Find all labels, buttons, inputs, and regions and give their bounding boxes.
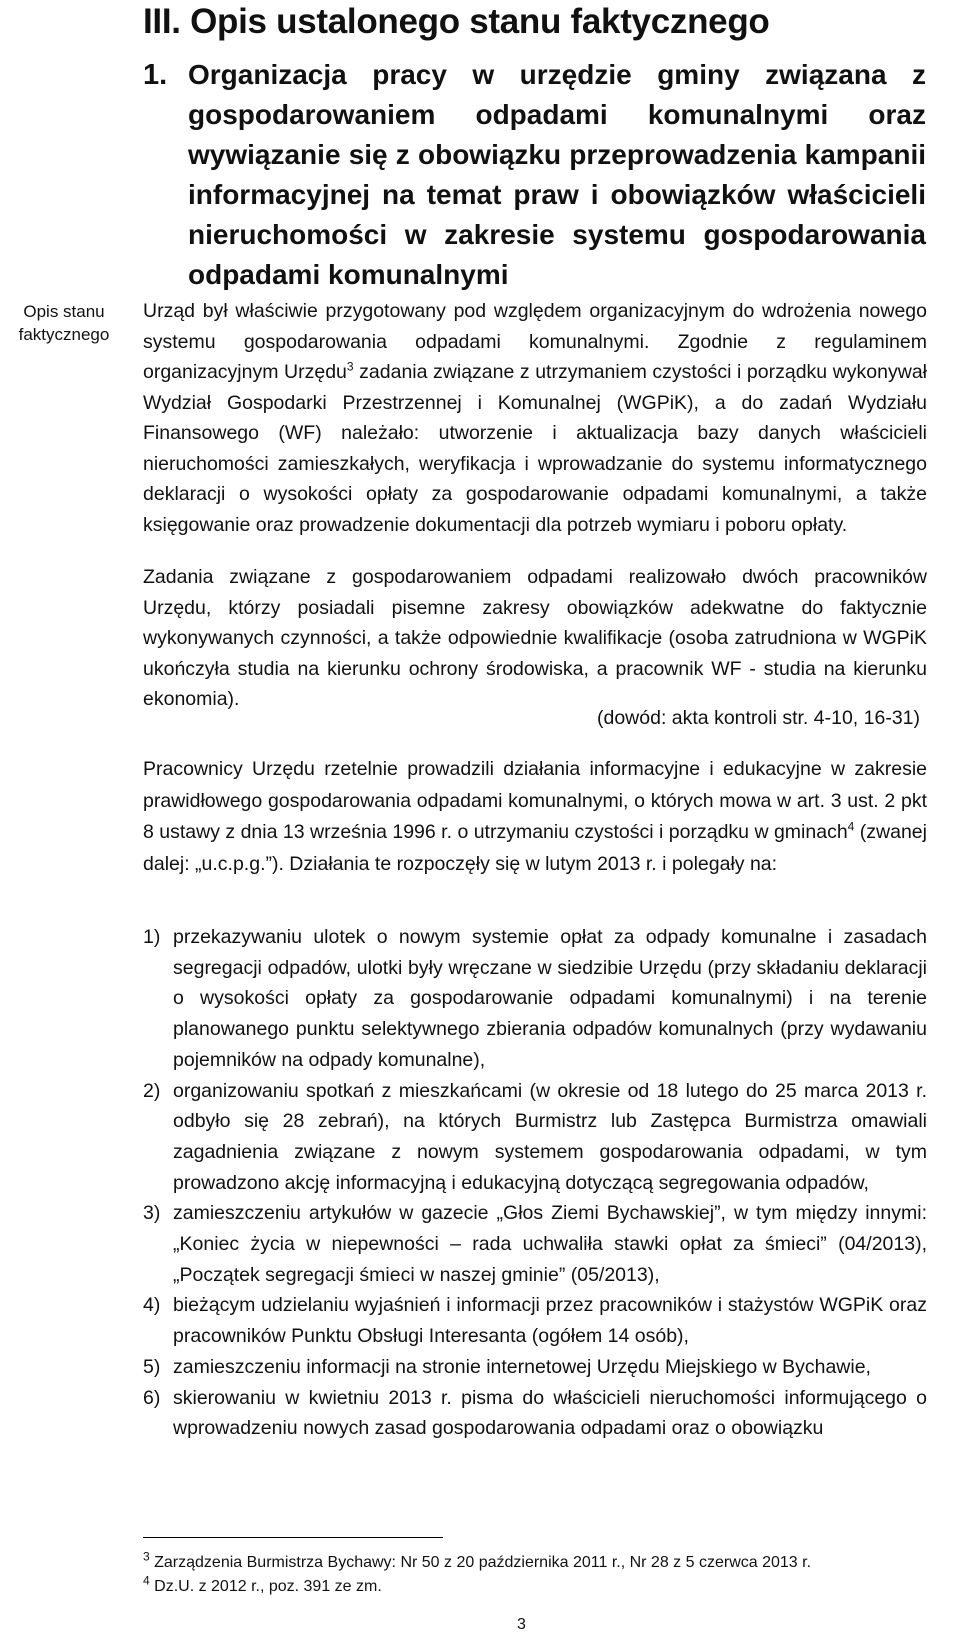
list-item-text: bieżącym udzielaniu wyjaśnień i informacji przez pracowników i stażystów WGPiK oraz pracowników Punktu Obsługi Interesanta (ogółem 14 osób), bbox=[173, 1294, 927, 1348]
footnote bbox=[143, 1551, 927, 1575]
list-item-text: skierowaniu w kwietniu 2013 r. pisma do właścicieli nieruchomości informującego o wprowadzeniu nowych zasad gospodarowania odpadami oraz o obowiązku bbox=[173, 1386, 927, 1440]
margin-note: Opis stanu faktycznego bbox=[18, 302, 110, 344]
paragraph-information-campaign bbox=[143, 754, 927, 880]
list-item-number: 4) bbox=[143, 1294, 161, 1317]
list-item bbox=[143, 1383, 927, 1444]
list-item bbox=[143, 1198, 927, 1290]
list-item bbox=[143, 1076, 927, 1199]
list-item-text: przekazywaniu ulotek o nowym systemie opłat za odpady komunalne i zasadach segregacji odpadów, ulotki były wręczane w siedzibie Urzędu (przy składaniu deklaracji o wysokości opłaty za gospodarowanie odpadami komunalnymi) i na terenie planowanego punktu selektywnego zbierania odpadów komunalnych (przy wydawaniu pojemników na odpady komunalne), bbox=[173, 926, 927, 1071]
footnote-number: 4 bbox=[143, 1573, 150, 1588]
evidence-reference: (dowód: akta kontroli str. 4-10, 16-31) bbox=[597, 707, 920, 729]
activities-list bbox=[143, 922, 927, 1444]
footnote-text: Zarządzenia Burmistrza Bychawy: Nr 50 z 20 października 2011 r., Nr 28 z 5 czerwca 2013 r. bbox=[149, 1554, 812, 1571]
list-item-number: 2) bbox=[143, 1079, 161, 1102]
paragraph-text: (zwanej dalej: „u.c.p.g.”). Działania te rozpoczęły się w lutym 2013 r. i polegały na: bbox=[143, 821, 927, 875]
footnote-separator bbox=[143, 1537, 443, 1538]
list-item-number: 5) bbox=[143, 1355, 161, 1378]
footnote-ref: 4 bbox=[847, 819, 855, 834]
footnote-ref: 3 bbox=[346, 359, 354, 374]
paragraph-text: Pracownicy Urzędu rzetelnie prowadzili działania informacyjne i edukacyjne w zakresie prawidłowego gospodarowania odpadami komunalnymi, o których mowa w art. 3 ust. 2 pkt 8 ustawy z dnia 13 września 1996 r. o utrzymaniu czystości i porządku w gminach bbox=[143, 758, 927, 843]
footnote bbox=[143, 1575, 927, 1599]
heading-number: 1. bbox=[143, 59, 168, 91]
list-item-text: zamieszczeniu artykułów w gazecie „Głos Ziemi Bychawskiej”, w tym między innymi: „Koniec życia w niepewności – rada uchwaliła stawki opłat za śmieci” (04/2013), „Początek segregacji śmieci w naszej gminie” (05/2013), bbox=[173, 1202, 927, 1286]
paragraph-staff: Zadania związane z gospodarowaniem odpadami realizowało dwóch pracowników Urzędu, którzy posiadali pisemne zakresy obowiązków adekwatne do faktycznie wykonywanych czynności, a także odpowiednie kwalifikacje (osoba zatrudniona w WGPiK ukończyła studia na kierunku ochrony środowiska, a pracownik WF - studia na kierunku ekonomia). bbox=[143, 566, 927, 710]
list-item bbox=[143, 922, 927, 1076]
section-title: III. Opis ustalonego stanu faktycznego bbox=[143, 2, 770, 41]
list-item bbox=[143, 1352, 927, 1383]
paragraph-organization bbox=[143, 296, 927, 540]
page-number: 3 bbox=[517, 1616, 526, 1633]
footnotes bbox=[143, 1551, 927, 1599]
subsection-heading: Organizacja pracy w urzędzie gminy związana z gospodarowaniem odpadami komunalnymi oraz wywiązanie się z obowiązku przeprowadzenia kampanii informacyjnej na temat praw i obowiązków właścicieli nieruchomości w zakresie systemu gospodarowania odpadami komunalnymi bbox=[188, 59, 926, 290]
footnote-number: 3 bbox=[143, 1549, 150, 1564]
list-item-text: zamieszczeniu informacji na stronie internetowej Urzędu Miejskiego w Bychawie, bbox=[173, 1355, 871, 1378]
paragraph-text: Urząd był właściwie przygotowany pod względem organizacyjnym do wdrożenia nowego systemu gospodarowania odpadami komunalnymi. Zgodnie z regulaminem organizacyjnym Urzędu bbox=[143, 300, 927, 383]
footnote-text: Dz.U. z 2012 r., poz. 391 ze zm. bbox=[149, 1578, 382, 1595]
list-item-text: organizowaniu spotkań z mieszkańcami (w okresie od 18 lutego do 25 marca 2013 r. odbyło się 28 zebrań), na których Burmistrz lub Zastępca Burmistrza omawiali zagadnienia związane z nowym systemem gospodarowania odpadami, w tym prowadzono akcję informacyjną i edukacyjną dotyczącą segregowania odpadów, bbox=[173, 1079, 927, 1194]
list-item-number: 1) bbox=[143, 926, 161, 948]
list-item bbox=[143, 1290, 927, 1351]
paragraph-text: zadania związane z utrzymaniem czystości i porządku wykonywał Wydział Gospodarki Przestrzennej i Komunalnej (WGPiK), a do zadań Wydziału Finansowego (WF) należało: utworzenie i aktualizacja bazy danych właścicieli nieruchomości zamieszkałych, weryfikacja i wprowadzanie do systemu informatycznego deklaracji o wysokości opłaty za gospodarowanie odpadami komunalnymi, a także księgowanie oraz prowadzenie dokumentacji dla potrzeb wymiaru i poboru opłaty. bbox=[143, 361, 927, 536]
list-item-number: 3) bbox=[143, 1202, 161, 1225]
list-item-number: 6) bbox=[143, 1386, 161, 1409]
